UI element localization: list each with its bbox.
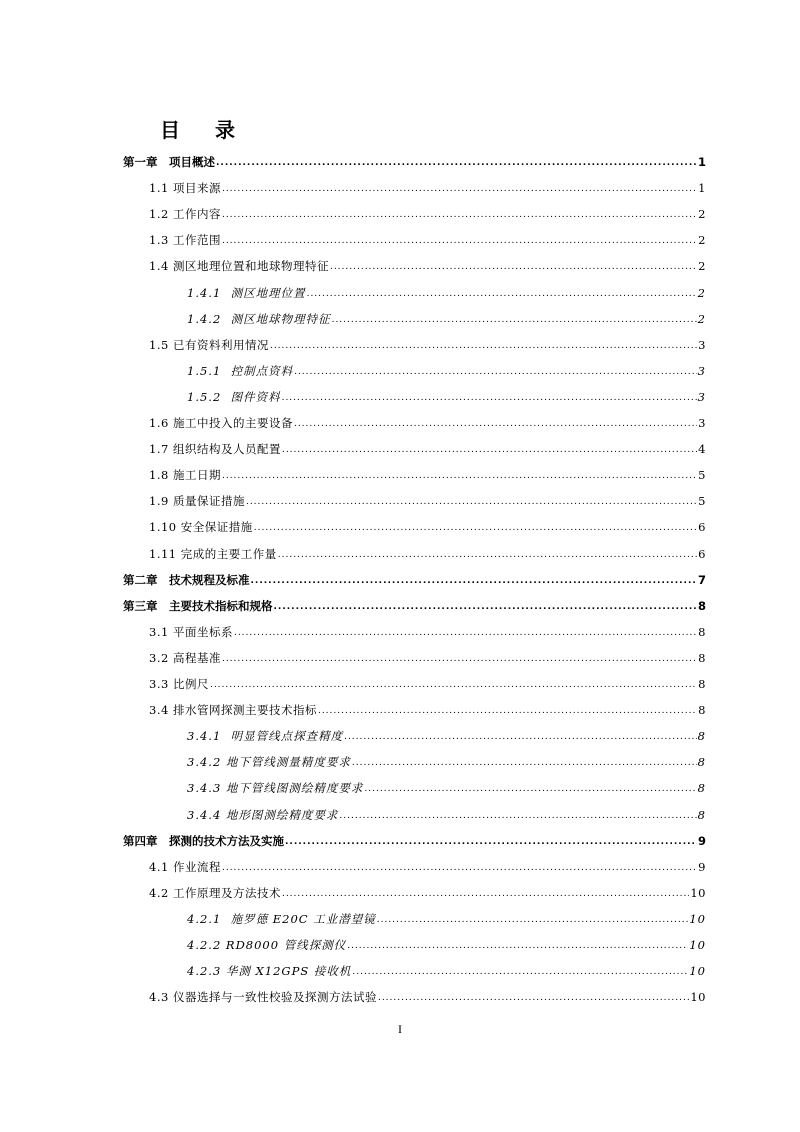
toc-entry-label: 第一章 项目概述 — [123, 155, 215, 169]
toc-entry-page: 3 — [697, 389, 706, 404]
toc-entry-label: 3.4.4 地形图测绘精度要求 — [187, 807, 339, 822]
toc-entry-page: 6 — [698, 520, 706, 535]
toc-entry-page: 9 — [697, 833, 706, 848]
toc-entry-label: 1.1 项目来源 — [149, 181, 221, 196]
toc-subsection-entry[interactable] — [187, 383, 706, 405]
toc-entry-label: 1.7 组织结构及人员配置 — [149, 442, 281, 457]
toc-entry-page: 5 — [698, 468, 706, 483]
toc-entry-label: 4.2.2 RD8000 管线探测仪 — [187, 938, 347, 952]
toc-entry-label: 3.4.3 地下管线图测绘精度要求 — [187, 781, 364, 796]
toc-entry-page: 2 — [698, 233, 706, 248]
toc-entry-page: 9 — [698, 859, 706, 874]
toc-dot-leader — [251, 574, 697, 588]
toc-dot-leader — [378, 991, 689, 1005]
toc-dot-leader — [344, 730, 697, 744]
toc-section-entry[interactable] — [149, 435, 706, 457]
toc-entry-page: 8 — [697, 807, 706, 822]
toc-entry-label: 4.1 作业流程 — [149, 859, 221, 874]
toc-dot-leader — [222, 469, 697, 483]
toc-entry-page: 2 — [698, 207, 706, 222]
toc-entry-label: 1.8 施工日期 — [149, 468, 221, 483]
toc-entry-label: 4.2.1 施罗德 E20C 工业潜望镜 — [187, 911, 376, 926]
toc-subsection-entry[interactable] — [187, 774, 706, 796]
toc-dot-leader — [294, 417, 697, 431]
toc-title: 目 录 — [160, 118, 249, 142]
toc-entry-page: 8 — [697, 755, 706, 770]
toc-entry-page: 3 — [698, 416, 706, 430]
toc-entry-label: 1.3 工作范围 — [149, 233, 221, 248]
toc-section-entry[interactable] — [149, 200, 706, 222]
toc-entry-label: 第四章 探测的技术方法及实施 — [123, 833, 284, 848]
toc-dot-leader — [210, 678, 697, 692]
toc-entry-page: 8 — [698, 650, 706, 665]
toc-dot-leader — [377, 913, 689, 927]
toc-entry-label: 4.2.3 华测 X12GPS 接收机 — [187, 964, 352, 979]
toc-entry-label: 1.9 质量保证措施 — [149, 494, 245, 509]
toc-section-entry[interactable] — [149, 644, 706, 666]
toc-dot-leader — [222, 182, 697, 196]
toc-dot-leader — [339, 809, 696, 823]
toc-section-entry[interactable] — [149, 696, 706, 718]
toc-dot-leader — [270, 339, 697, 353]
toc-entry-page: 2 — [698, 259, 706, 274]
toc-dot-leader — [254, 521, 697, 535]
toc-chapter-entry[interactable] — [123, 566, 706, 588]
toc-subsection-entry[interactable] — [187, 722, 706, 744]
toc-entry-label: 1.4.1 测区地理位置 — [187, 285, 306, 300]
toc-subsection-entry[interactable] — [187, 931, 706, 953]
toc-entry-page: 2 — [697, 311, 706, 326]
toc-entry-label: 1.5.2 图件资料 — [187, 389, 281, 404]
toc-entry-page: 8 — [698, 703, 706, 718]
toc-section-entry[interactable] — [149, 174, 706, 196]
toc-dot-leader — [234, 626, 697, 640]
toc-entry-label: 1.10 安全保证措施 — [149, 520, 253, 535]
toc-section-entry[interactable] — [149, 540, 706, 562]
toc-dot-leader — [246, 495, 697, 509]
toc-chapter-entry[interactable] — [123, 827, 706, 849]
toc-entry-page: 10 — [689, 911, 706, 926]
toc-subsection-entry[interactable] — [187, 905, 706, 927]
toc-entry-label: 3.2 高程基准 — [149, 650, 221, 665]
toc-subsection-entry[interactable] — [187, 357, 706, 379]
toc-subsection-entry[interactable] — [187, 305, 706, 327]
toc-section-entry[interactable] — [149, 226, 706, 248]
toc-section-entry[interactable] — [149, 331, 706, 353]
toc-dot-leader — [352, 965, 688, 979]
toc-dot-leader — [352, 756, 697, 770]
toc-section-entry[interactable] — [149, 513, 706, 535]
toc-entry-label: 第二章 技术规程及标准 — [123, 572, 250, 587]
toc-entry-page: 10 — [690, 885, 706, 900]
toc-entry-label: 1.11 完成的主要工作量 — [149, 546, 277, 561]
toc-entry-page: 10 — [689, 964, 706, 979]
toc-entry-page: 10 — [690, 990, 706, 1005]
toc-dot-leader — [318, 704, 697, 718]
toc-section-entry[interactable] — [149, 252, 706, 274]
toc-dot-leader — [330, 260, 697, 274]
toc-section-entry[interactable] — [149, 461, 706, 483]
toc-entry-page: 8 — [697, 598, 706, 613]
toc-dot-leader — [222, 208, 697, 222]
toc-entry-page: 7 — [697, 572, 706, 587]
toc-subsection-entry[interactable] — [187, 957, 706, 979]
toc-chapter-entry[interactable] — [123, 148, 706, 170]
toc-dot-leader — [282, 443, 697, 457]
toc-section-entry[interactable] — [149, 670, 706, 692]
toc-dot-leader — [222, 652, 697, 666]
toc-section-entry[interactable] — [149, 487, 706, 509]
toc-entry-label: 1.4 测区地理位置和地球物理特征 — [149, 259, 329, 274]
toc-dot-leader — [278, 548, 697, 562]
toc-dot-leader — [216, 156, 697, 170]
toc-entry-label: 第三章 主要技术指标和规格 — [123, 598, 273, 613]
toc-entry-label: 1.5.1 控制点资料 — [187, 363, 294, 378]
toc-entry-page: 4 — [698, 442, 706, 457]
toc-dot-leader — [285, 835, 697, 849]
toc-entry-page: 2 — [697, 285, 706, 300]
toc-dot-leader — [274, 600, 697, 614]
toc-dot-leader — [222, 234, 697, 248]
toc-entry-label: 3.3 比例尺 — [149, 677, 209, 691]
toc-subsection-entry[interactable] — [187, 279, 706, 301]
toc-entry-label: 1.2 工作内容 — [149, 207, 221, 222]
toc-section-entry[interactable] — [149, 409, 706, 431]
toc-entry-page: 8 — [698, 624, 706, 639]
toc-chapter-entry[interactable] — [123, 592, 706, 614]
toc-entry-page: 5 — [698, 494, 706, 509]
toc-dot-leader — [332, 313, 697, 327]
toc-dot-leader — [282, 887, 689, 901]
toc-entry-page: 6 — [698, 546, 706, 561]
toc-dot-leader — [364, 782, 696, 796]
toc-dot-leader — [294, 365, 697, 379]
toc-entry-label: 1.6 施工中投入的主要设备 — [149, 416, 293, 430]
toc-entry-page: 10 — [689, 938, 706, 952]
toc-entry-page: 8 — [698, 677, 706, 691]
toc-entry-label: 4.3 仪器选择与一致性校验及探测方法试验 — [149, 990, 377, 1005]
page-number: I — [398, 1022, 402, 1036]
toc-entry-page: 8 — [697, 729, 706, 744]
toc-entry-page: 3 — [698, 337, 706, 352]
toc-section-entry[interactable] — [149, 879, 706, 901]
toc-entry-label: 1.5 已有资料利用情况 — [149, 337, 269, 352]
toc-entry-page: 3 — [697, 363, 706, 378]
toc-entry-page: 8 — [697, 781, 706, 796]
toc-dot-leader — [307, 287, 697, 301]
toc-entry-label: 3.4.1 明显管线点探查精度 — [187, 729, 344, 744]
toc-dot-leader — [222, 861, 697, 875]
toc-entry-label: 3.1 平面坐标系 — [149, 624, 233, 639]
toc-dot-leader — [282, 391, 697, 405]
toc-entry-page: 1 — [697, 155, 706, 169]
toc-subsection-entry[interactable] — [187, 748, 706, 770]
toc-section-entry[interactable] — [149, 983, 706, 1005]
toc-subsection-entry[interactable] — [187, 801, 706, 823]
toc-section-entry[interactable] — [149, 853, 706, 875]
toc-entry-label: 3.4.2 地下管线测量精度要求 — [187, 755, 351, 770]
toc-entry-page: 1 — [698, 181, 706, 196]
toc-section-entry[interactable] — [149, 618, 706, 640]
toc-entry-label: 3.4 排水管网探测主要技术指标 — [149, 703, 317, 718]
toc-entry-label: 1.4.2 测区地球物理特征 — [187, 311, 331, 326]
toc-dot-leader — [347, 939, 688, 953]
toc-entry-label: 4.2 工作原理及方法技术 — [149, 885, 281, 900]
